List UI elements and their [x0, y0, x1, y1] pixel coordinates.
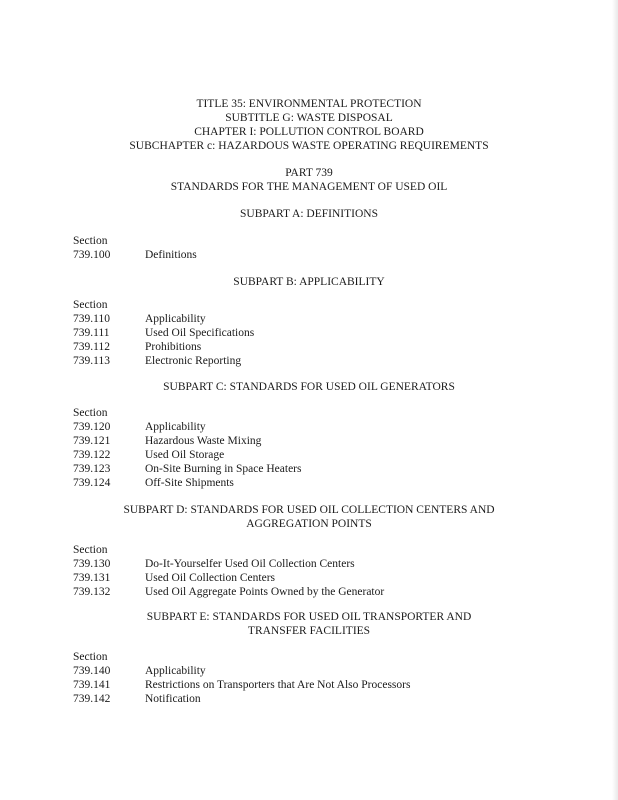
section-number: 739.122 — [73, 449, 111, 461]
section-title: Restrictions on Transporters that Are Not Also Processors — [145, 679, 411, 691]
subpart-e-heading: SUBPART E: STANDARDS FOR USED OIL TRANSPORTER AND — [146, 611, 472, 623]
subpart-b-heading: SUBPART B: APPLICABILITY — [233, 276, 385, 288]
section-number: 739.112 — [73, 341, 110, 353]
chapter-line: CHAPTER I: POLLUTION CONTROL BOARD — [194, 126, 424, 138]
section-number: 739.141 — [73, 679, 111, 691]
section-number: 739.113 — [73, 355, 110, 367]
section-title: Electronic Reporting — [145, 355, 242, 367]
section-title: Used Oil Aggregate Points Owned by the Generator — [145, 586, 385, 598]
section-title: Definitions — [145, 249, 197, 261]
section-number: 739.131 — [73, 572, 111, 584]
section-label: Section — [73, 407, 108, 419]
section-number: 739.132 — [73, 586, 111, 598]
subchapter-line: SUBCHAPTER c: HAZARDOUS WASTE OPERATING REQUIREMENTS — [129, 140, 489, 152]
subpart-e-heading-cont: TRANSFER FACILITIES — [247, 625, 371, 637]
part-number: PART 739 — [285, 167, 333, 179]
section-title: Used Oil Collection Centers — [145, 572, 275, 584]
section-title: Prohibitions — [145, 341, 202, 353]
subpart-d-heading-cont: AGGREGATION POINTS — [246, 518, 372, 530]
section-title: Do-It-Yourselfer Used Oil Collection Centers — [145, 558, 355, 570]
section-title: Applicability — [145, 313, 206, 325]
subpart-c-heading: SUBPART C: STANDARDS FOR USED OIL GENERATORS — [163, 381, 455, 393]
section-number: 739.140 — [73, 665, 111, 677]
section-number: 739.124 — [73, 477, 111, 489]
section-number: 739.142 — [73, 693, 111, 705]
section-title: Used Oil Specifications — [145, 327, 255, 339]
part-title: STANDARDS FOR THE MANAGEMENT OF USED OIL — [170, 181, 448, 193]
section-number: 739.121 — [73, 435, 111, 447]
section-number: 739.120 — [73, 421, 111, 433]
section-title: Off-Site Shipments — [145, 477, 234, 489]
subpart-d-heading: SUBPART D: STANDARDS FOR USED OIL COLLECTION CENTERS AND — [123, 504, 495, 516]
section-label: Section — [73, 299, 108, 311]
section-number: 739.130 — [73, 558, 111, 570]
section-label: Section — [73, 544, 108, 556]
subtitle-line: SUBTITLE G: WASTE DISPOSAL — [225, 112, 393, 124]
section-number: 739.100 — [73, 249, 111, 261]
section-title: Applicability — [145, 421, 206, 433]
section-title: Notification — [145, 693, 201, 705]
subpart-a-heading: SUBPART A: DEFINITIONS — [240, 208, 378, 220]
section-label: Section — [73, 235, 108, 247]
section-number: 739.111 — [73, 327, 110, 339]
section-title: Hazardous Waste Mixing — [145, 435, 262, 447]
section-number: 739.123 — [73, 463, 111, 475]
section-title: On-Site Burning in Space Heaters — [145, 463, 302, 475]
section-title: Used Oil Storage — [145, 449, 225, 461]
section-label: Section — [73, 651, 108, 663]
title-line: TITLE 35: ENVIRONMENTAL PROTECTION — [196, 98, 422, 110]
section-number: 739.110 — [73, 313, 110, 325]
section-title: Applicability — [145, 665, 206, 677]
